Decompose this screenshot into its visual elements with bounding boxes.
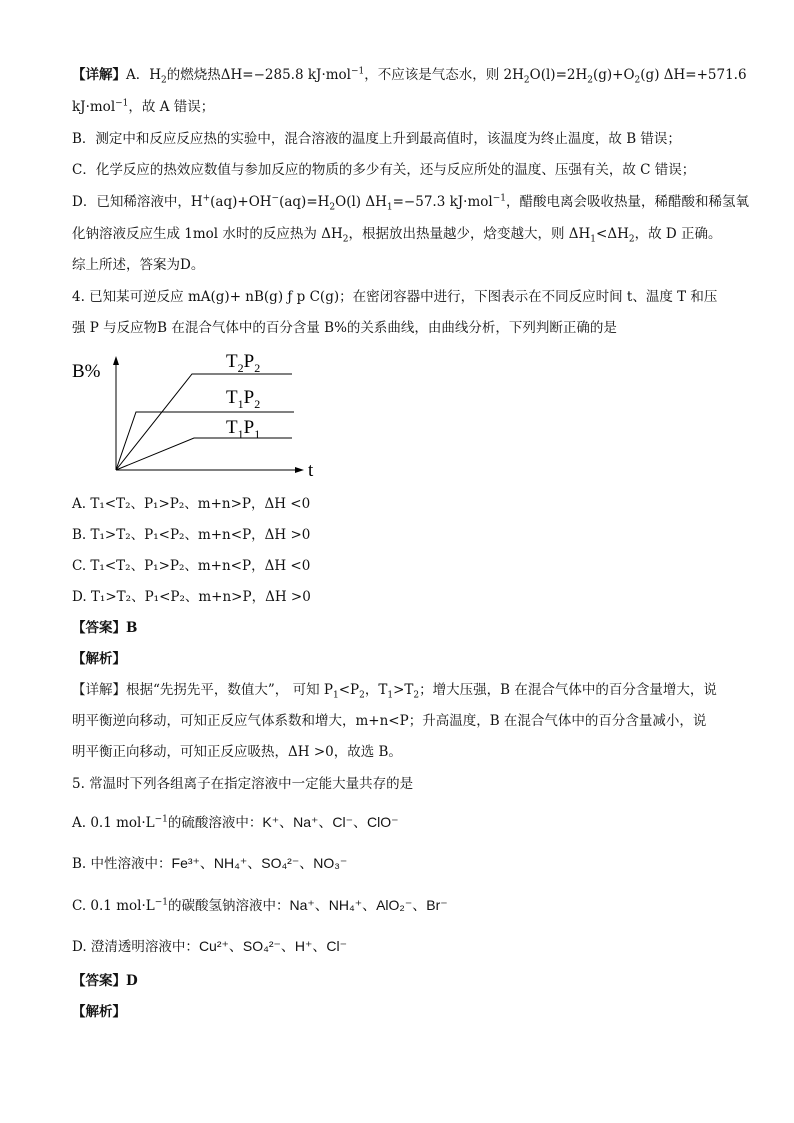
q4-stem-line2: 强 P 与反应物B 在混合气体中的百分含量 B%的关系曲线，由曲线分析，下列判断正确的是 [72, 320, 617, 336]
x-axis-arrow [295, 467, 304, 473]
curve-label-t2p2: $T_2P_2$ [226, 351, 261, 375]
curve-t1p2 [116, 412, 294, 470]
q4-explanation-line1: 【详解】根据“先拐先平，数值大”， 可知 $P_1<P_2$，$T_1>T_2$；增大压强，B 在混合气体中的百分含量增大，说 [72, 682, 717, 701]
q5-stem: 5. 常温时下列各组离子在指定溶液中一定能大量共存的是 [72, 776, 414, 792]
y-axis-arrow [113, 356, 119, 365]
q4-option-d: D. T₁>T₂、P₁<P₂、m+n>P，ΔH >0 [72, 589, 311, 605]
y-axis-label: B% [72, 361, 101, 382]
q3-option-b: B．测定中和反应反应热的实验中，混合溶液的温度上升到最高值时，该温度为终止温度，故 B 错误； [72, 131, 681, 147]
q3-option-c: C．化学反应的热效应数值与参加反应的物质的多少有关，还与反应所处的温度、压强有关，故 C 错误； [72, 162, 696, 178]
q3-option-a-line1: 【详解】A．$H_2$的燃烧热ΔH=−285.8 kJ·mol$^{-1}$，不应该是气态水，则 $2H_2O(l)=2H_2(g)+O_2(g)$ ΔH=+571.6 [72, 66, 747, 86]
curve-label-t1p1: $T_1P_1$ [226, 417, 261, 441]
q4-answer: 【答案】B [72, 620, 138, 636]
curve-t1p1 [116, 438, 292, 470]
q5-option-c: C. 0.1 $mol\cdot L^{-1}$的碳酸氢钠溶液中：Na⁺、NH₄⁺、AlO₂⁻、Br⁻ [72, 897, 448, 914]
q5-answer: 【答案】D [72, 973, 138, 989]
detail-label: 【详解】 [72, 67, 126, 83]
q5-option-d: D. 澄清透明溶液中：Cu²⁺、SO₄²⁻、H⁺、Cl⁻ [72, 938, 347, 955]
x-axis-label: t [308, 460, 314, 480]
q3-option-d-line2: 化钠溶液反应生成 1mol 水时的反应热为 $\Delta H_2$，根据放出热量越少，焓变越大，则 $\Delta H_1<\Delta H_2$，故 D 正确。 [72, 226, 722, 245]
q4-option-c: C. T₁<T₂、P₁>P₂、m+n<P，ΔH <0 [72, 558, 311, 574]
q3-option-d-line1: D．已知稀溶液中，$H^+(aq)+OH^-(aq)=H_2O(l)$ $\Delta H_1=-57.3$ kJ·mol$^{-1}$，醋酸电离会吸收热量，稀醋酸和稀氢氧 [72, 193, 749, 213]
q4-explanation-line2: 明平衡逆向移动，可知正反应气体系数和增大，m+n<P；升高温度，B 在混合气体中的百分含量减小，说 [72, 713, 707, 729]
curve-label-t1p2: $T_1P_2$ [226, 387, 261, 411]
q4-analysis-label: 【解析】 [72, 651, 126, 667]
q3-option-a-line2: kJ·mol$^{-1}$，故 A 错误； [72, 98, 215, 115]
q4-option-a: A. T₁<T₂、P₁>P₂、m+n>P，ΔH <0 [72, 496, 311, 512]
q5-analysis-label: 【解析】 [72, 1004, 126, 1020]
q4-option-b: B. T₁>T₂、P₁<P₂、m+n<P，ΔH >0 [72, 527, 311, 543]
b-percent-time-graph [66, 345, 336, 480]
q3-summary: 综上所述，答案为D。 [72, 257, 205, 273]
q4-stem-line1: 4. 已知某可逆反应 mA(g)+ nB(g) ƒ p C(g)；在密闭容器中进行，下图表示在不同反应时间 t、温度 T 和压 [72, 289, 718, 305]
q5-option-a: A. 0.1 $mol\cdot L^{-1}$的硫酸溶液中：K⁺、Na⁺、Cl⁻、ClO⁻ [72, 814, 399, 831]
curve-t2p2 [116, 374, 292, 470]
q4-explanation-line3: 明平衡正向移动，可知正反应吸热，ΔH >0，故选 B。 [72, 744, 402, 760]
q5-option-b: B. 中性溶液中：Fe³⁺、NH₄⁺、SO₄²⁻、NO₃⁻ [72, 855, 348, 872]
